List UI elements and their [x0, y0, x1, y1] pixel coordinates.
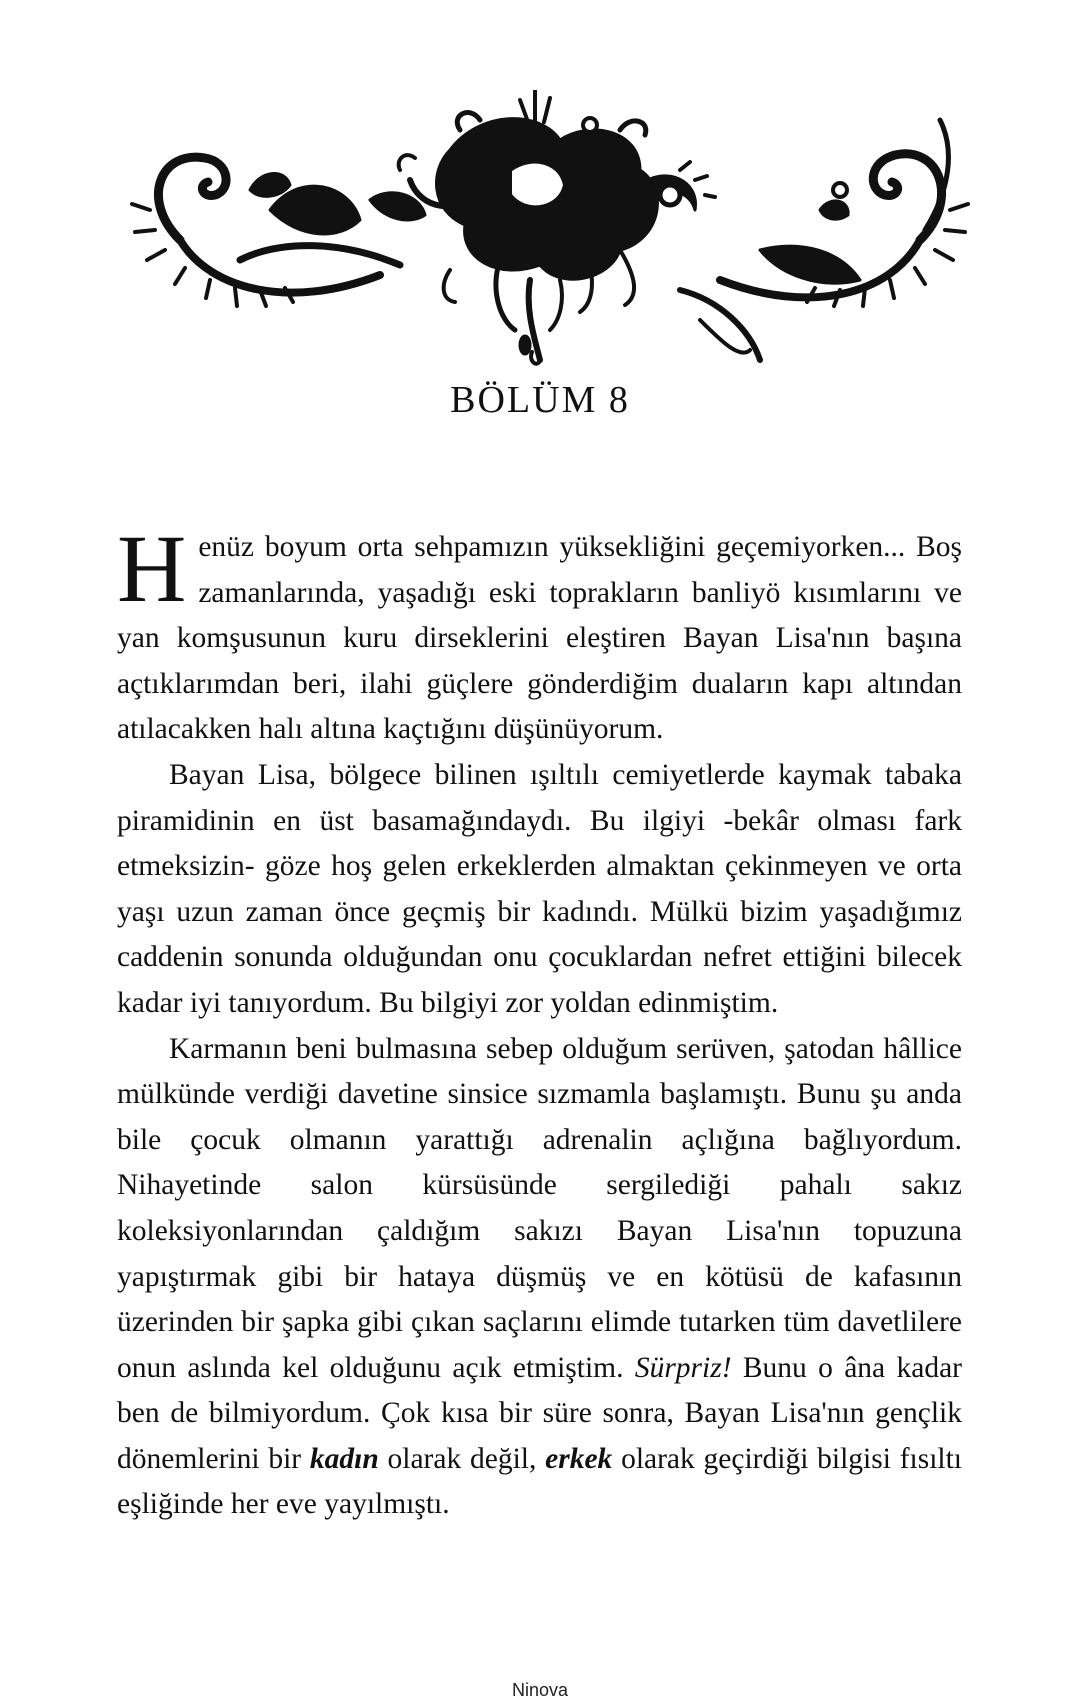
paragraph-text: Karmanın beni bulmasına sebep olduğum serüven, şatodan hâllice mülkünde verdiği davetine sinsice sızmamla başlamıştı. Bunu şu anda bile çocuk olmanın yarattığı adrenalin açlığına bağlıyordum. Nihayetinde salon kürsüsünde sergilediği pahalı sakız koleksiyonlarından çaldığım sakızı Bayan Lisa'nın topuzuna yapıştırmak gibi bir hataya düşmüş ve en kötüsü de kafasının üzerinden bir şapka gibi çıkan saçlarını elimde tutarken tüm davetlilere onun aslında kel olduğunu açık etmiştim.	[117, 1032, 962, 1384]
paragraph-3	[117, 1027, 962, 1529]
floral-scroll-ornament-icon	[120, 90, 980, 370]
paragraph-text: olarak değil,	[378, 1442, 546, 1475]
paragraph-text: enüz boyum orta sehpamızın yüksekliğini geçemiyorken... Boş zamanlarında, yaşadığı eski toprakların banliyö kısımlarını ve yan komşusunun kuru dirseklerini eleştiren Bayan Lisa'nın başına açtıklarımdan beri, ilahi güçlere gönderdiğim duaların kapı altından atılacakken halı altına kaçtığını düşünüyorum.	[117, 531, 962, 746]
paragraph-text: Bunu o âna kadar ben de bilmiyordum. Çok kısa bir süre sonra, Bayan Lisa'nın gençlik dönemlerini bir	[117, 1351, 962, 1475]
drop-cap: H	[117, 515, 187, 622]
chapter-body	[117, 515, 962, 1528]
emphasis-surpriz: Sürpriz!	[634, 1351, 732, 1384]
paragraph-1	[117, 515, 962, 753]
paragraph-text: olarak geçirdiği bilgisi fısıltı eşliğinde her eve yayılmıştı.	[117, 1442, 962, 1521]
chapter-ornament	[120, 90, 980, 370]
chapter-title: BÖLÜM 8	[450, 379, 630, 421]
publisher-footer: Ninova	[511, 1680, 569, 1700]
emphasis-kadin: kadın	[309, 1442, 379, 1475]
emphasis-erkek: erkek	[545, 1442, 613, 1475]
paragraph-text: Bayan Lisa, bölgece bilinen ışıltılı cemiyetlerde kaymak tabaka piramidinin en üst basamağındaydı. Bu ilgiyi -bekâr olması fark etmeksizin- göze hoş gelen erkeklerden almaktan çekinmeyen ve orta yaşı uzun zaman önce geçmiş bir kadındı. Mülkü bizim yaşadığımız caddenin sonunda olduğundan onu çocuklardan nefret ettiğini bilecek kadar iyi tanıyordum. Bu bilgiyi zor yoldan edinmiştim.	[117, 758, 962, 1019]
paragraph-2	[117, 753, 962, 1027]
